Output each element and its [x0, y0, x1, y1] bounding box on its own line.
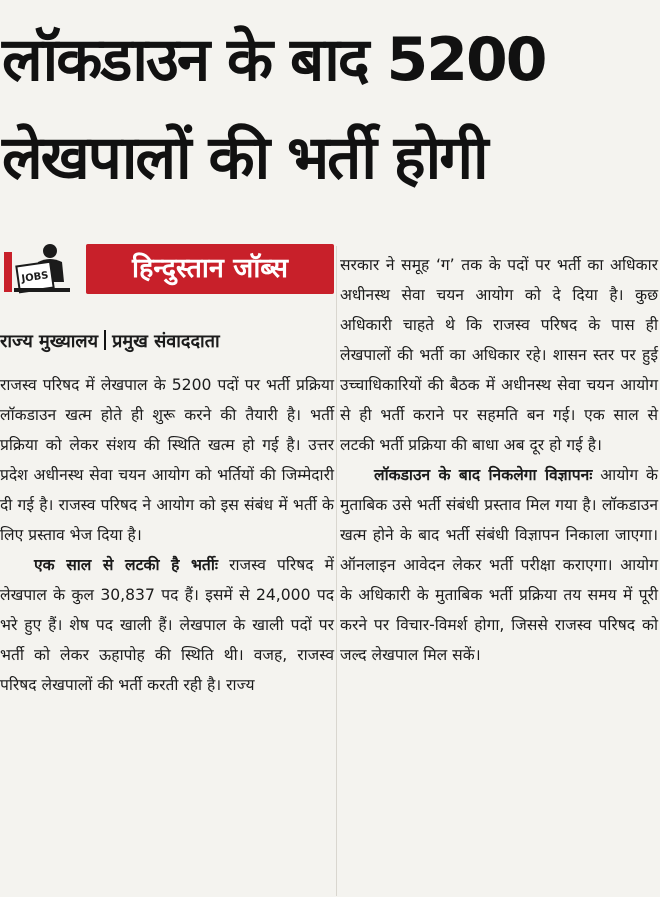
- byline: [0, 330, 336, 354]
- headline-line-1: लॉकडाउन के बाद 5200: [2, 25, 546, 95]
- svg-text:JOBS: JOBS: [20, 270, 50, 285]
- byline-location: राज्य मुख्यालय: [0, 331, 99, 352]
- sub2-text: आयोग के मुताबिक उसे भर्ती संबंधी प्रस्ताव मिल गया है। लॉकडाउन खत्म होने के बाद भर्ती संबंधी विज्ञापन निकाला जाएगा। ऑनलाइन आवेदन लेकर भर्ती परीक्षा कराएगा। आयोग के अधिकारी के मुताबिक भर्ती प्रक्रिया तय समय में पूरी करने पर विचार-विमर्श होगा, जिससे राजस्व परिषद को जल्द लेखपाल मिल सकें।: [340, 466, 658, 664]
- sub1-text: राजस्व परिषद में लेखपाल के कुल 30,837 पद हैं। इसमें से 24,000 पद भरे हुए हैं। शेष पद खाली हैं। लेखपाल के खाली पदों पर भर्ती को लेकर ऊहापोह की स्थिति थी। वजह, राजस्व परिषद लेखपालों की भर्ती करती रही है। राज्य: [0, 556, 334, 694]
- sub1-paragraph: [0, 550, 334, 700]
- brand-name: हिन्दुस्तान जॉब्स: [86, 244, 334, 294]
- right-paragraph: सरकार ने समूह ‘ग’ तक के पदों पर भर्ती का अधिकार अधीनस्थ सेवा चयन आयोग को दे दिया है। कुछ अधिकारी चाहते थे कि राजस्व परिषद के पास ही लेखपालों की भर्ती का अधिकार रहे। शासन स्तर पर हुई उच्चाधिकारियों की बैठक में अधीनस्थ सेवा चयन आयोग से ही भर्ती कराने पर सहमति बन गई। एक साल से लटकी भर्ती प्रक्रिया की बाधा अब दूर हो गई है।: [340, 256, 658, 454]
- byline-divider: [104, 330, 106, 350]
- headline-line-2: लेखपालों की भर्ती होगी: [2, 123, 487, 193]
- sub1-heading: एक साल से लटकी है भर्तीः: [34, 556, 219, 574]
- byline-author: प्रमुख संवाददाता: [112, 331, 220, 352]
- jobs-logo-icon: [4, 242, 84, 296]
- sub2-heading: लॉकडाउन के बाद निकलेगा विज्ञापनः: [374, 466, 593, 484]
- sub2-paragraph: [340, 460, 658, 670]
- intro-paragraph: राजस्व परिषद में लेखपाल के 5200 पदों पर भर्ती प्रक्रिया लॉकडाउन खत्म होते ही शुरू करने की तैयारी है। भर्ती प्रक्रिया को लेकर संशय की स्थिति खत्म हो गई है। उत्तर प्रदेश अधीनस्थ सेवा चयन आयोग को भर्तियों की जिम्मेदारी दी गई है। राजस्व परिषद ने आयोग को इस संबंध में भर्ती के लिए प्रस्ताव भेज दिया है।: [0, 376, 334, 544]
- brand-banner: [0, 238, 338, 300]
- column-divider: [336, 246, 337, 896]
